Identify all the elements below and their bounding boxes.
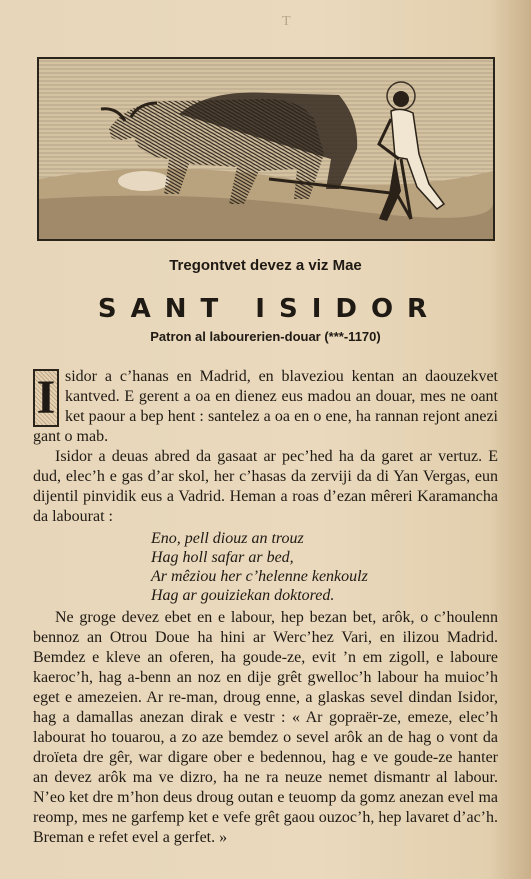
illustration-caption: Tregontvet devez a viz Mae	[169, 257, 362, 274]
verse-line: Ar mêziou her c’helenne kenkoulz	[151, 568, 368, 585]
verse-line: Hag ar gouiziekan doktored.	[151, 587, 335, 604]
illustration	[37, 57, 495, 241]
verse	[151, 529, 498, 605]
paragraph-3: Ne groge devez ebet en e labour, hep bezan bet, arôk, o c’houlenn bennoz an Otrou Doue ha hini ar Werc’hez Vari, en ilizou Madrid. Bemdez e kleve an oferen, ha goude-ze, evit ’n em zigoll, e laboure kaeroc’h, hag a-benn an noz en dije grêt gwelloc’h labour ha muioc’h eget e amezeien. Ar re-man, droug enne, a glaskas sevel dindan Isidor, hag a damallas anezan dirak e vestr : « Ar gopraër-ze, emeze, elec’h labourat ho touarou, a zo aze bemdez o sevel arôk an de hag o vont da droïeta dre gêr, war digare ober e bedennou, hag e ve goude-ze hanter an devez arôk ma ve dizro, ha ne ra neuze nemet dismantr al labour. N’eo ket dre m’hon deus droug outan e teuomp da gomz anezan evel ma reomp, mes ne garfemp ket e vefe grêt gaou ouzoc’h, hep lavaret d’ac’h. Breman e refet evel a gerfet. »	[33, 609, 498, 846]
paragraph-1	[33, 367, 498, 447]
page-title: SANT ISIDOR	[97, 294, 442, 324]
page-subtitle: Patron al labourerien-douar (***-1170)	[150, 329, 381, 344]
plowing-engraving-icon	[39, 59, 493, 239]
article-body	[33, 367, 498, 848]
paragraph-1-text: sidor a c’hanas en Madrid, en blaveziou kentan an daouzekvet kantved. E gerent a oa en dienez eus madou an douar, mes ne oant ket paour a bep hent : santelez a oa en o ene, ha rannan rejont anezi gant o mab.	[33, 368, 498, 445]
page-marker: T	[282, 14, 291, 29]
drop-cap: I	[33, 369, 59, 427]
verse-line: Hag holl safar ar bed,	[151, 549, 294, 566]
verse-line: Eno, pell diouz an trouz	[151, 530, 304, 547]
paragraph-2: Isidor a deuas abred da gasaat ar pec’hed ha da garet ar vertuz. E dud, elec’h e gas d’ar skol, her c’hasas da zerviji da di Yan Vergas, eun dijentil pinvidik eus a Vadrid. Heman a roas d’ezan mêreri Karamancha da labourat :	[33, 448, 498, 525]
